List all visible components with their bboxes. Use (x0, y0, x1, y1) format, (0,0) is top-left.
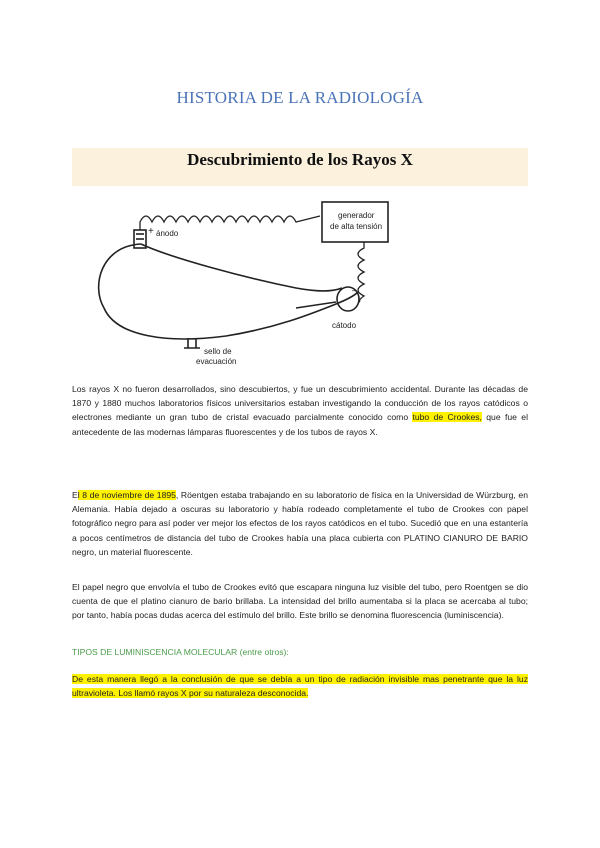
crookes-tube-icon (99, 230, 359, 348)
highlight-conclusion: De esta manera llegó a la conclusión de que se debía a un tipo de radiación invisible mas penetrante que la luz ultravioleta. Los llamó rayos X por su naturaleza desconocida. (72, 674, 528, 699)
paragraph-discovery-prefix: E (72, 490, 78, 500)
cathode-minus-sign: – (352, 285, 358, 295)
anode-label: ánodo (156, 229, 179, 238)
paragraph-intro-text: Los rayos X no fueron desarrollados, sino descubiertos, y fue un descubrimiento accidental. Durante las décadas de 1870 y 1880 muchos laboratorios físicos universitarios estaban investigando la conducción de los rayos catódicos o electrones mediante un gran tubo de cristal evacuado parcialmente conocido como (72, 384, 528, 423)
page-title: HISTORIA DE LA RADIOLOGÍA (176, 88, 424, 107)
paragraph-discovery-text: , Röentgen estaba trabajando en su laboratorio de física en la Universidad de Würzburg, en Alemania. Había dejado a oscuras su laboratorio y había rodeado completamente el tubo de Crookes con papel fotográfico negro para así poder ver mejor los efectos de los rayos catódicos en el tubo. Sucedió que en una estantería a pocos centímetros de distancia del tubo de Crookes había una placa cubierta con PLATINO CIANURO DE BARIO negro, un material fluorescente. (72, 490, 528, 557)
section-title: Descubrimiento de los Rayos X (187, 150, 413, 169)
paragraph-fluorescence: El papel negro que envolvía el tubo de Crookes evitó que escapara ninguna luz visible del tubo, pero Roentgen se dio cuenta de que el platino cianuro de bario brillaba. La intensidad del brillo aumentaba si la placa se acercaba al tubo; por tanto, había pocas dudas acerca del estímulo del brillo. Este brillo se denomina fluorescencia (luminiscencia). (72, 582, 528, 621)
paragraph-intro (72, 382, 528, 439)
anode-plus-sign: + (148, 226, 154, 237)
generator-label-2: de alta tensión (330, 222, 383, 231)
seal-label-2: evacuación (196, 357, 237, 366)
highlight-date: l 8 de noviembre de 1895 (77, 490, 176, 500)
highlight-crookes: tubo de Crookes, (412, 412, 482, 423)
paragraph-discovery (72, 488, 528, 559)
crookes-tube-diagram (96, 196, 396, 376)
generator-label-1: generador (338, 211, 375, 220)
luminescence-heading: TIPOS DE LUMINISCENCIA MOLECULAR (entre otros): (72, 647, 289, 657)
cathode-label: cátodo (332, 321, 357, 330)
paragraph-conclusion (72, 672, 528, 700)
paragraph-intro-text-end: que fue el antecedente de las modernas lámparas fluorescentes y de los tubos de rayos X. (72, 412, 528, 437)
seal-label-1: sello de (204, 347, 232, 356)
